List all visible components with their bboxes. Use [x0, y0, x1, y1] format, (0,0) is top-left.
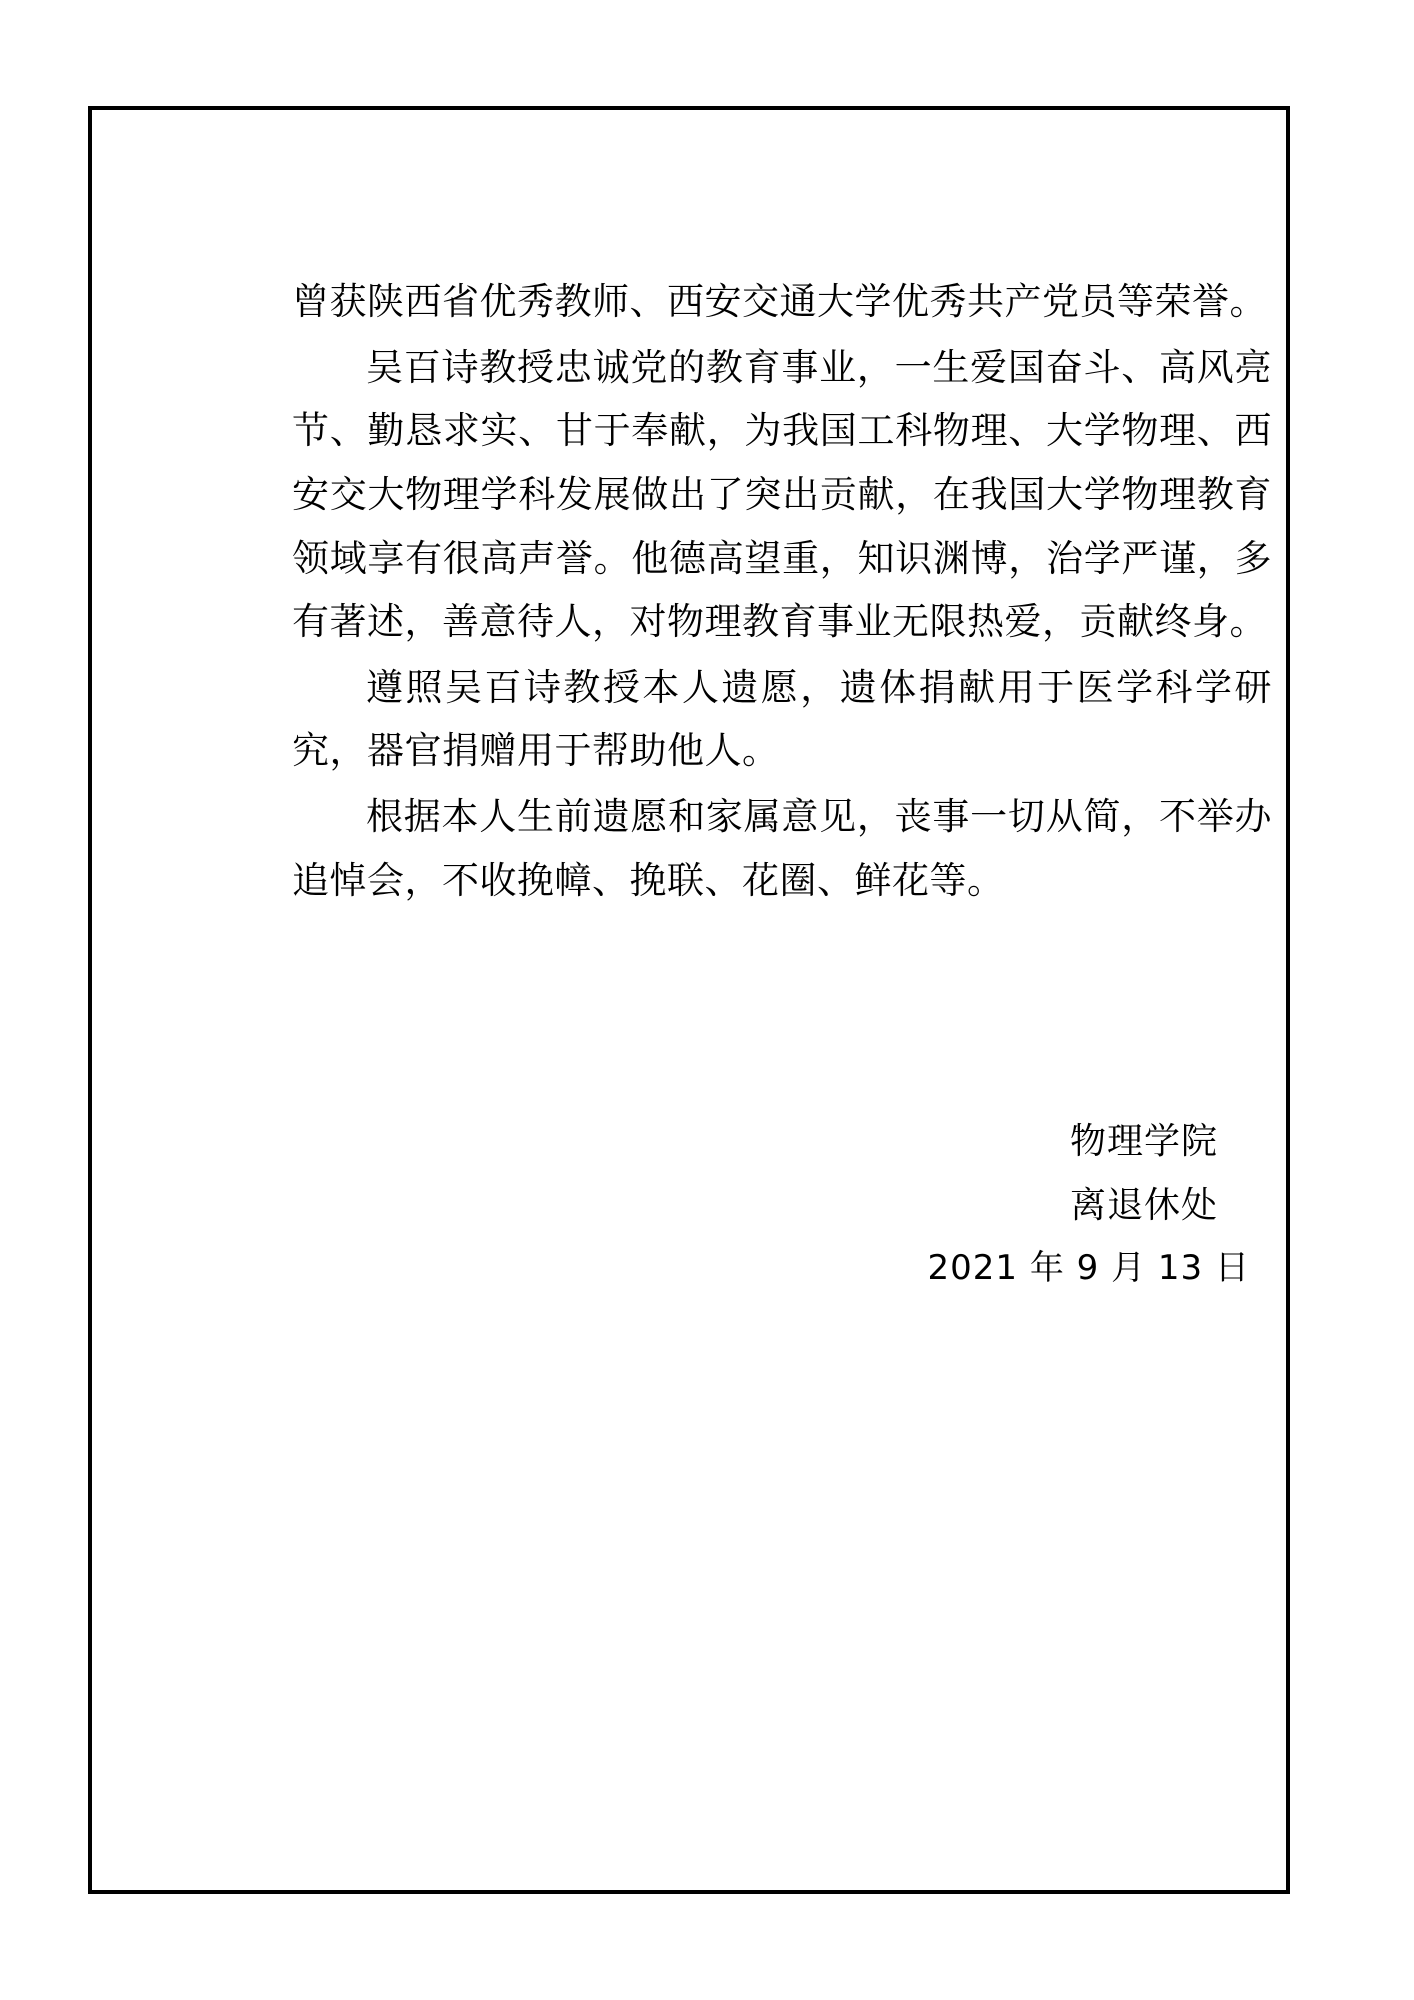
paragraph-tribute: 吴百诗教授忠诚党的教育事业，一生爱国奋斗、高风亮节、勤恳求实、甘于奉献，为我国工科物理、大学物理、西安交大物理学科发展做出了突出贡献，在我国大学物理教育领域享有很高声誉。他德高望重，知识渊博，治学严谨，多有著述，善意待人，对物理教育事业无限热爱，贡献终身。	[292, 345, 1272, 644]
signature-department: 离退休处	[1069, 1185, 1218, 1227]
signature-organization: 物理学院	[1069, 1121, 1218, 1162]
paragraph-honors: 曾获陕西省优秀教师、西安交通大学优秀共产党员等荣誉。	[292, 280, 1267, 323]
paragraph-donation: 遵照吴百诗教授本人遗愿，遗体捐献用于医学科学研究，器官捐赠用于帮助他人。	[292, 665, 1272, 773]
document-body	[292, 270, 1272, 914]
paragraph-funeral: 根据本人生前遗愿和家属意见，丧事一切从简，不举办追悼会，不收挽幛、挽联、花圈、鲜花等。	[292, 795, 1272, 902]
document-border-frame	[88, 106, 1290, 1894]
signature-date: 2021 年 9 月 13 日	[927, 1248, 1250, 1289]
signature-block	[292, 1110, 1272, 1299]
